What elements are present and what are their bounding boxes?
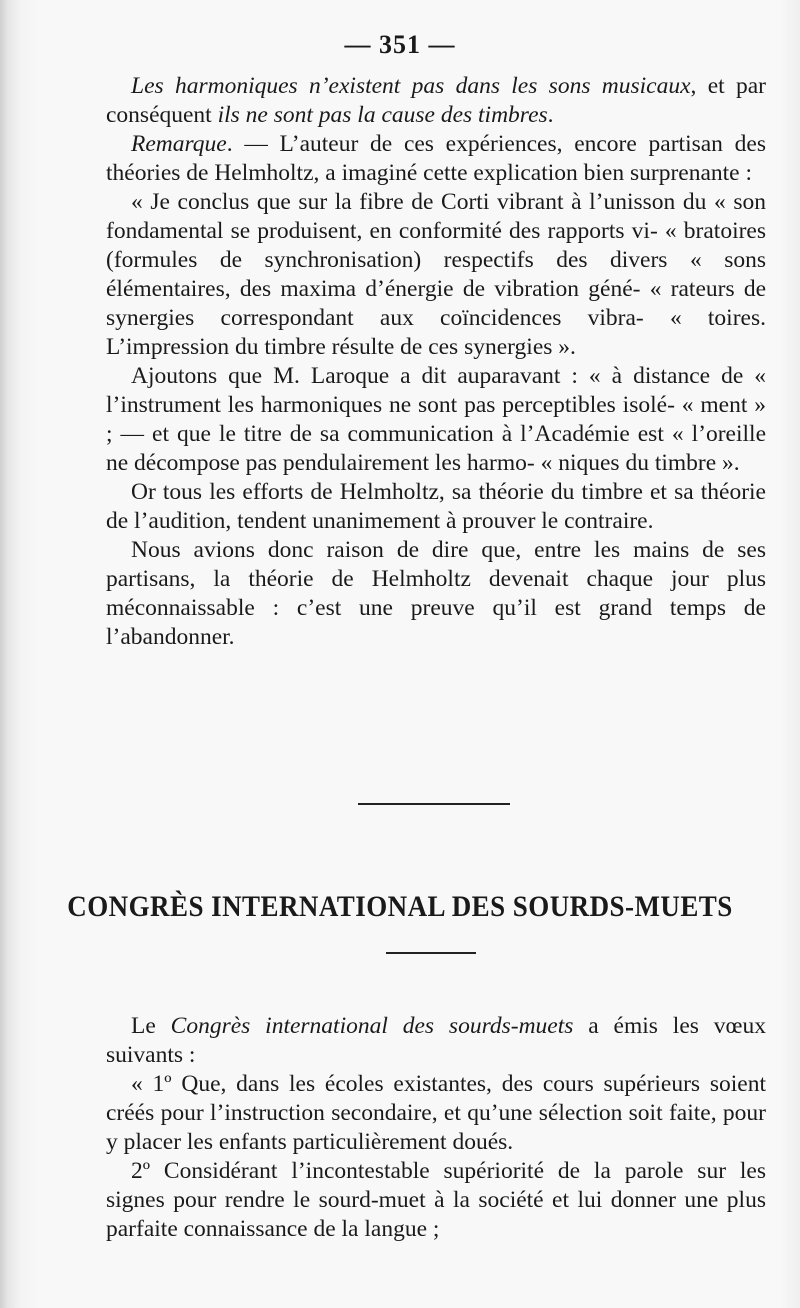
paragraph-laroque: Ajoutons que M. Laroque a dit auparavant : « à distance de « l’instrument les harmoniques ne sont pas perceptibles isolé- « ment » ; — et que le titre de sa communication à l’Académie est « l’oreille ne décompose pas pendulairement les harmo- « niques du timbre ». <box>106 363 766 476</box>
paragraph-voeu-1: « 1º Que, dans les écoles existantes, des cours supérieurs soient créés pour l’instruction secondaire, et qu’une sélection soit faite, pour y placer les enfants particulièrement doués. <box>106 1071 766 1155</box>
congress-body <box>106 1012 766 1244</box>
section-divider <box>358 803 510 805</box>
article-body <box>106 72 766 652</box>
paragraph-quote: « Je conclus que sur la fibre de Corti vibrant à l’unisson du « son fondamental se produisent, en conformité des rapports vi- « bratoires (formules de synchronisation) respectifs des divers « sons élémentaires, des maxima d’énergie de vibration géné- « rateurs de synergies correspondant aux coïncidences vibra- « toires. L’impression du timbre résulte de ces synergies ». <box>106 189 766 360</box>
italic-text: Les harmoniques n’existent pas dans les sons musicaux <box>131 73 691 99</box>
heading-underline <box>386 952 476 954</box>
paragraph-intro <box>106 1012 766 1070</box>
paragraph-voeu-2: 2º Considérant l’incontestable supériorité de la parole sur les signes pour rendre le sourd-muet à la société et lui donner une plus parfaite connaissance de la langue ; <box>106 1158 766 1242</box>
italic-text: Remarque <box>131 131 227 157</box>
paragraph-conclusion-final: Nous avions donc raison de dire que, entre les mains de ses partisans, la théorie de Helmholtz devenait chaque jour plus méconnaissable : c’est une preuve qu’il est grand temps de l’abandonner. <box>106 537 766 650</box>
section-heading: CONGRÈS INTERNATIONAL DES SOURDS-MUETS <box>67 890 733 923</box>
paragraph-remarque <box>106 130 766 188</box>
text: . — L’auteur de ces expériences, encore partisan des théories de Helmholtz, a imaginé cette explication bien surprenante : <box>106 131 766 186</box>
page-number: — 351 — <box>344 30 456 59</box>
text: a émis les vœux suivants : <box>106 1013 766 1068</box>
text: Le <box>131 1013 171 1039</box>
italic-text: Congrès international des sourds-muets <box>170 1013 574 1039</box>
paragraph-helmholtz: Or tous les efforts de Helmholtz, sa théorie du timbre et sa théorie de l’audition, tendent unanimement à prouver le contraire. <box>106 479 766 534</box>
italic-text: ils ne sont pas la cause des timbres <box>217 102 548 128</box>
paragraph-conclusion <box>106 72 766 130</box>
text: . <box>547 102 554 128</box>
text: , et par conséquent <box>106 73 766 128</box>
